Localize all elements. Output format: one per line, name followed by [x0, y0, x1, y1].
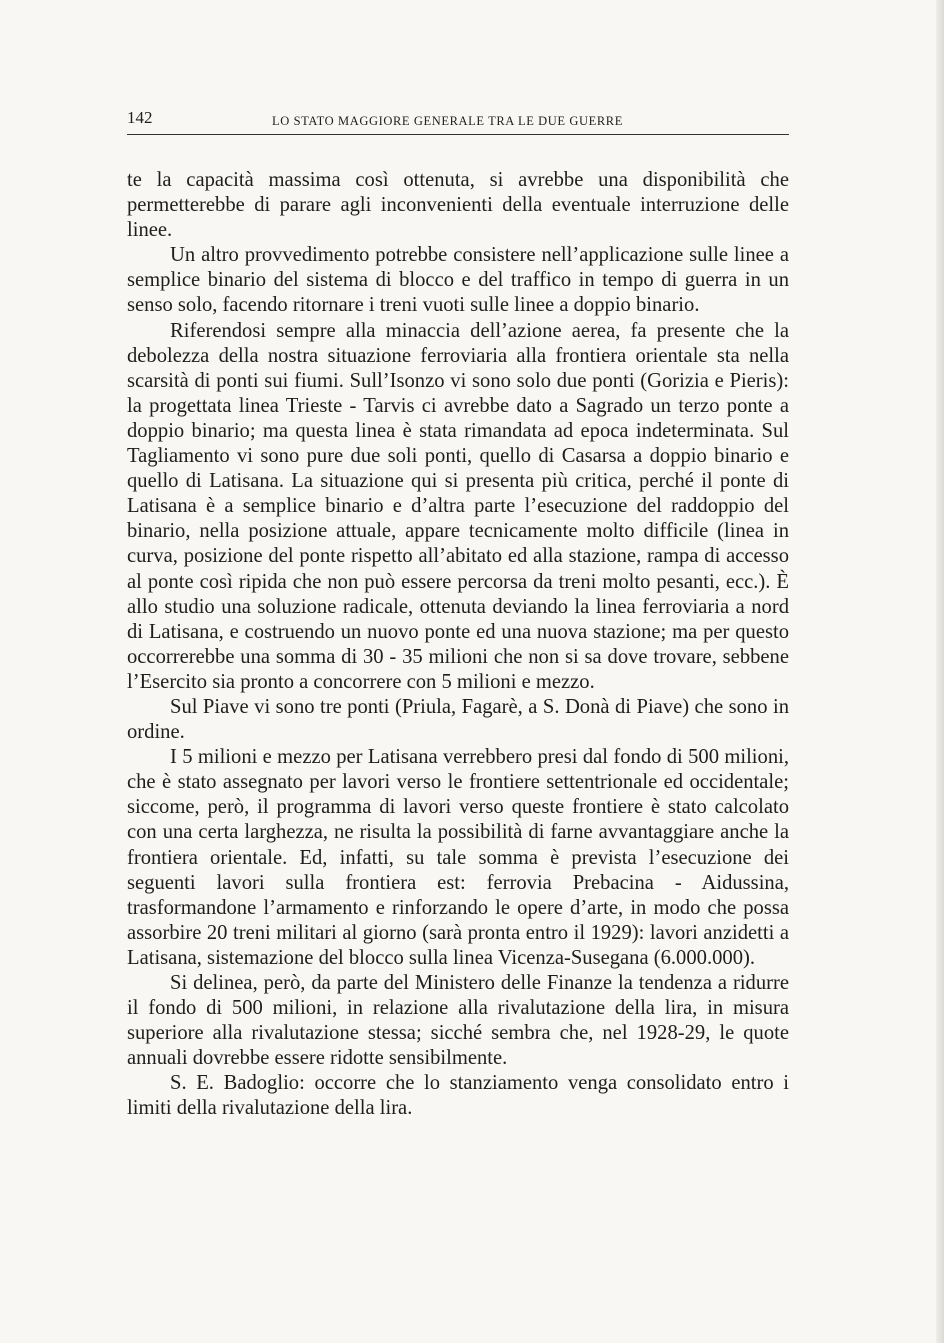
paragraph: Riferendosi sempre alla minaccia dell’azione aerea, fa presente che la debolezza della nostra situazione ferroviaria alla frontiera orientale sta nella scarsità di ponti sui fiumi. Sull’Isonzo vi sono solo due ponti (Gorizia e Pieris): la progettata linea Trieste - Tarvis ci avrebbe dato a Sagrado un terzo ponte a doppio binario; ma questa linea è stata rimandata ad epoca indeterminata. Sul Tagliamento vi sono pure due soli ponti, quello di Casarsa a doppio binario e quello di Latisana. La situazione qui si presenta più critica, perché il ponte di Latisana è a semplice binario e d’altra parte l’esecuzione del raddoppio del binario, nella posizione attuale, appare tecnicamente molto difficile (linea in curva, posizione del ponte rispetto all’abitato ed alla stazione, rampa di accesso al ponte così ripida che non può essere percorsa da treni molto pesanti, ecc.). È allo studio una soluzione radicale, ottenuta deviando la linea ferroviaria a nord di Latisana, e costruendo un nuovo ponte ed una nuova stazione; ma per questo occorrerebbe una somma di 30 - 35 milioni che non si sa dove trovare, sebbene l’Esercito sia pronto a concorrere con 5 milioni e mezzo. — [127, 319, 789, 693]
running-title: LO STATO MAGGIORE GENERALE TRA LE DUE GUERRE — [272, 114, 623, 128]
paragraph: te la capacità massima così ottenuta, si avrebbe una disponibilità che permetterebbe di parare agli inconvenienti della eventuale interruzione delle linee. — [127, 169, 789, 242]
paragraph: Un altro provvedimento potrebbe consistere nell’applicazione sulle linee a semplice binario del sistema di blocco e del traffico in tempo di guerra in un senso solo, facendo ritornare i treni vuoti sulle linee a doppio binario. — [127, 244, 789, 317]
page-number: 142 — [127, 108, 153, 127]
body-text — [127, 168, 789, 1122]
page-edge-shadow — [936, 0, 944, 1343]
paragraph: Sul Piave vi sono tre ponti (Priula, Fagarè, a S. Donà di Piave) che sono in ordine. — [127, 695, 789, 744]
paragraph: Si delinea, però, da parte del Ministero delle Finanze la tendenza a ridurre il fondo di 500 milioni, in relazione alla rivalutazione della lira, in misura superiore alla rivalutazione stessa; sicché sembra che, nel 1928-29, le quote annuali dovrebbe essere ridotte sensibilmente. — [127, 972, 789, 1070]
paragraph: S. E. Badoglio: occorre che lo stanziamento venga consolidato entro i limiti della rivalutazione della lira. — [127, 1072, 789, 1120]
paragraph: I 5 milioni e mezzo per Latisana verrebbero presi dal fondo di 500 milioni, che è stato assegnato per lavori verso le frontiere settentrionale ed occidentale; siccome, però, il programma di lavori verso queste frontiere è stato calcolato con una certa larghezza, ne risulta la possibilità di farne avvantaggiare anche la frontiera orientale. Ed, infatti, su tale somma è prevista l’esecuzione dei seguenti lavori sulla frontiera est: ferrovia Prebacina - Aidussina, trasformandone l’armamento e rinforzando le opere d’arte, in modo che possa assorbire 20 treni militari al giorno (sarà pronta entro il 1929): lavori anzidetti a Latisana, sistemazione del blocco sulla linea Vicenza-Susegana (6.000.000). — [127, 746, 789, 969]
running-header — [127, 108, 789, 135]
